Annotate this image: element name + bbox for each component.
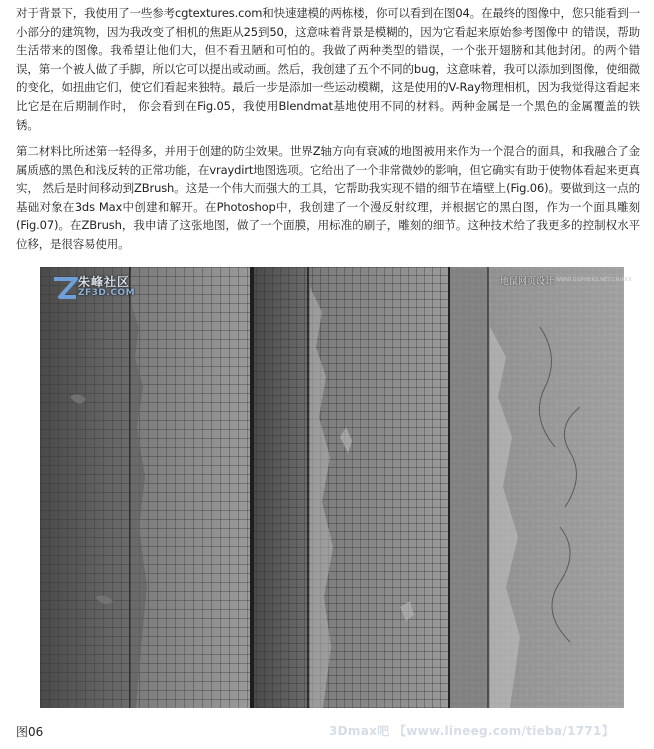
figure-06-image <box>40 267 632 708</box>
body-paragraph-1: 对于背景下，我使用了一些参考cgtextures.com和快速建模的两栋楼，你可以看到在图04。在最终的图像中，您只能看到一小部分的建筑物，因为我改变了相机的焦距从25到50，这意味着背景是模糊的，因为它看起来原始参考图像中 的错误，帮助生活带来的图像。我希望让他们大，但不看丑陋和可怕的。我做了两种类型的错误，一个张开翅膀和其他封闭。的两个错误，第一个被人做了手脚，所以它可以提出或动画。然后，我创建了五个不同的bug，这意味着，我可以添加到图像，使细微的变化，如扭曲它们，使它们看起来独特。最后一步是添加一些运动模糊，这是使用的V-Ray物理相机，因为我觉得这看起来比它是在后期制作时， 你会看到在Fig.05，我使用Blendmat基地使用不同的材料。两种金属是一个黑色的金属覆盖的铁锈。 <box>16 6 640 132</box>
pillar-panel-displacement <box>448 267 624 708</box>
logo-english-text: ZF3D.COM <box>78 288 136 298</box>
body-paragraph-2: 第二材料比所述第一轻得多，并用于创建的防尘效果。世界Z轴方向有衰减的地图被用来作为一个混合的面具，和我融合了金属质感的黑色和浅反转的正常功能，在vraydirt地图选项。它给出了一个非常微妙的影响，但它确实有助于使物体看起来更真实， 然后是时间移动到ZBrush。这是一个伟大而强大的工具，它帮助我实现不错的细节在墙壁上(Fig.06)。要做到这一点的基础对象在3ds Max中创建和解开。在Photoshop中，我创建了一个漫反射纹理，并根据它的黑白图，作为一个面具雕刻(Fig.07)。在ZBrush，我申请了这张地图，做了一个面膜，用标准的刷子，雕刻的细节。这种技术给了我更多的控制权水平位移，是很容易使用。 <box>16 144 640 251</box>
site-watermark: 3Dmax吧 【www.lineeg.com/tieba/1771】 <box>329 724 614 738</box>
image-watermark: 地鼠网页设计 <box>500 277 555 287</box>
figure-caption: 图06 <box>16 725 44 739</box>
zf3d-logo-icon <box>50 273 80 303</box>
pillar-panel-wireframe <box>40 267 250 708</box>
image-watermark-url: WWW.GOPHERS.NET.CN/KKK <box>556 277 632 283</box>
render-illustration <box>40 267 624 708</box>
logo-chinese-text: 朱峰社区 <box>78 275 131 289</box>
pillar-panel-sculpt <box>250 267 448 708</box>
